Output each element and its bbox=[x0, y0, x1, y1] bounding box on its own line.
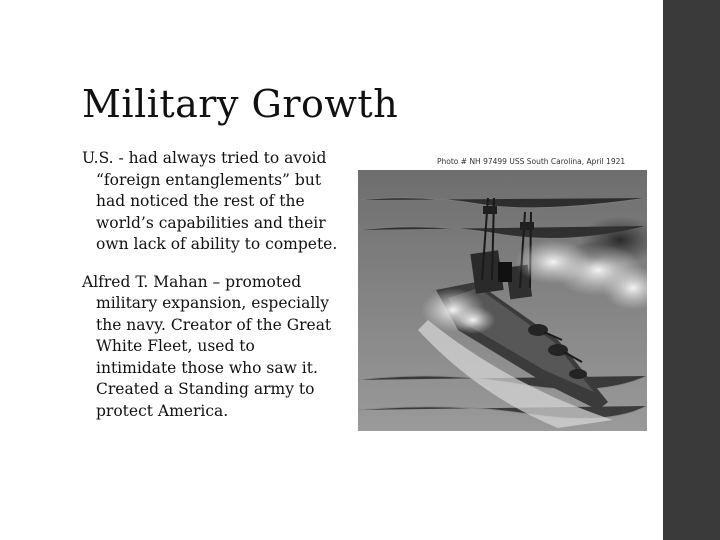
battleship-image bbox=[358, 170, 647, 431]
decorative-side-bar bbox=[663, 0, 720, 540]
slide-title: Military Growth bbox=[82, 82, 399, 126]
slide-body bbox=[82, 148, 338, 422]
photo-caption: Photo # NH 97499 USS South Carolina, April 1921 bbox=[437, 157, 626, 166]
paragraph-us-foreign-policy: U.S. - had always tried to avoid “foreign entanglements” but had noticed the rest of the world’s capabilities and their own lack of ability to compete. bbox=[82, 149, 338, 253]
paragraph-mahan: Alfred T. Mahan – promoted military expansion, especially the navy. Creator of the Great White Fleet, used to intimidate those who saw it. Created a Standing army to protect America. bbox=[82, 272, 332, 420]
battleship-photo bbox=[358, 170, 647, 431]
